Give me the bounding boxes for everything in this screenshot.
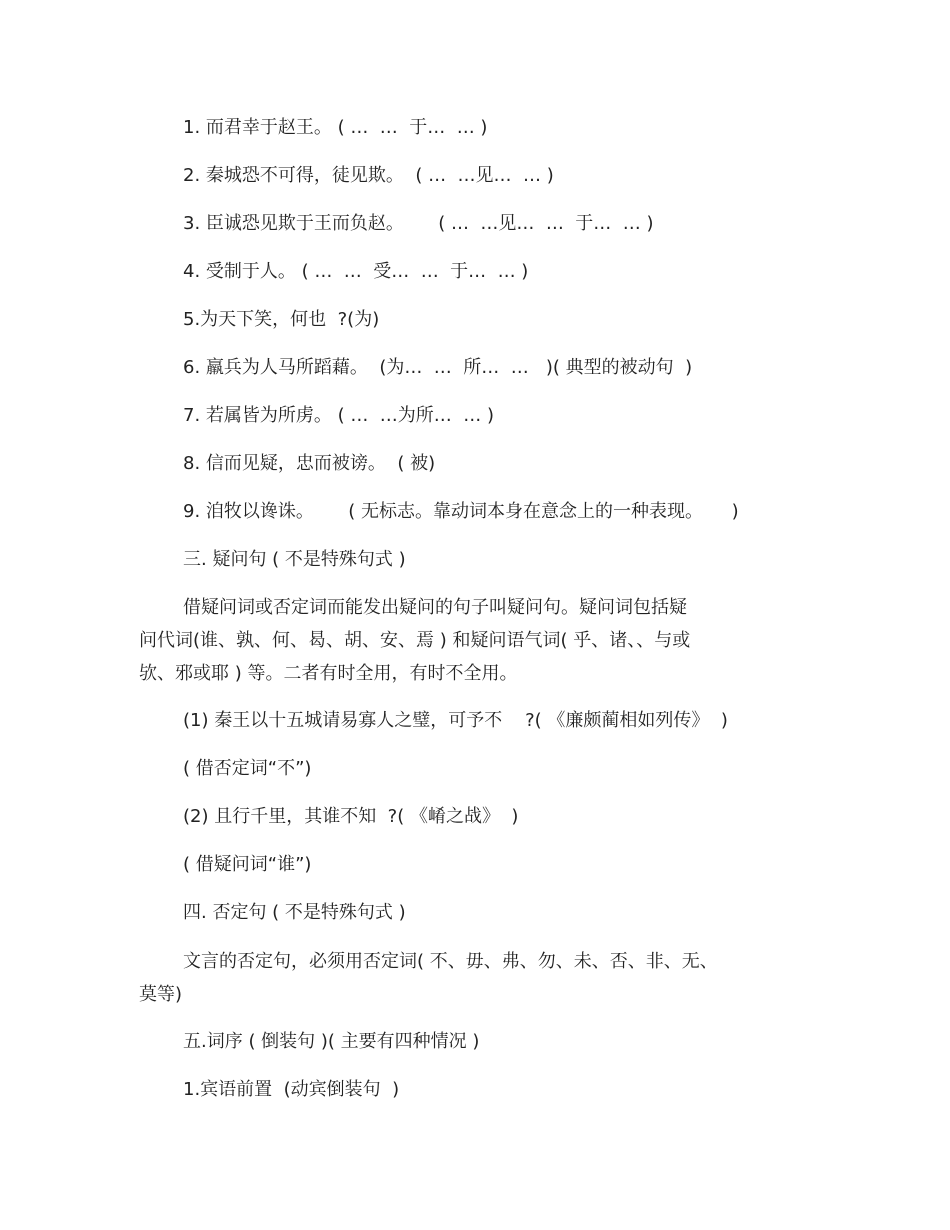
paragraph-line: 莫等) xyxy=(139,984,183,1005)
paragraph-question-definition xyxy=(139,591,799,690)
paragraph-line: 借疑问词或否定词而能发出疑问的句子叫疑问句。疑问词包括疑 xyxy=(183,597,687,618)
example-question-1-note: ( 借否定词“不”) xyxy=(183,758,312,779)
section-heading-word-order: 五.词序 ( 倒装句 )( 主要有四种情况 ) xyxy=(183,1031,480,1052)
paragraph-negation-definition xyxy=(139,945,799,1011)
example-line-8: 8. 信而见疑，忠而被谤。 ( 被) xyxy=(183,453,436,474)
paragraph-line: 文言的否定句，必须用否定词( 不、毋、弗、勿、未、否、非、无、 xyxy=(183,951,718,972)
section-heading-negation: 四. 否定句 ( 不是特殊句式 ) xyxy=(183,902,406,923)
section-heading-questions: 三. 疑问句 ( 不是特殊句式 ) xyxy=(183,549,406,570)
example-question-2: (2) 且行千里，其谁不知 ?( 《崤之战》 ) xyxy=(183,806,519,827)
subsection-object-fronting: 1.宾语前置 (动宾倒装句 ) xyxy=(183,1079,400,1100)
example-line-3: 3. 臣诚恐见欺于王而负赵。 ( … …见… … 于… … ) xyxy=(183,213,654,234)
example-line-2: 2. 秦城恐不可得，徒见欺。 ( … …见… … ) xyxy=(183,165,554,186)
example-line-4: 4. 受制于人。 ( … … 受… … 于… … ) xyxy=(183,261,529,282)
example-line-5: 5.为天下笑，何也 ?(为) xyxy=(183,309,380,330)
example-line-9: 9. 洎牧以谗诛。 ( 无标志。靠动词本身在意念上的一种表现。 ) xyxy=(183,501,739,522)
example-line-7: 7. 若属皆为所虏。 ( … …为所… … ) xyxy=(183,405,494,426)
example-question-1: (1) 秦王以十五城请易寡人之璧，可予不 ?( 《廉颇蔺相如列传》 ) xyxy=(183,710,728,731)
example-question-2-note: ( 借疑问词“谁”) xyxy=(183,854,312,875)
paragraph-line: 问代词(谁、孰、何、曷、胡、安、焉 ) 和疑问语气词( 乎、诸、、与或 xyxy=(139,630,691,651)
example-line-1: 1. 而君幸于赵王。 ( … … 于… … ) xyxy=(183,117,488,138)
example-line-6: 6. 羸兵为人马所蹈藉。 (为… … 所… … )( 典型的被动句 ) xyxy=(183,357,693,378)
paragraph-line: 欤、邪或耶 ) 等。二者有时全用，有时不全用。 xyxy=(139,663,518,684)
